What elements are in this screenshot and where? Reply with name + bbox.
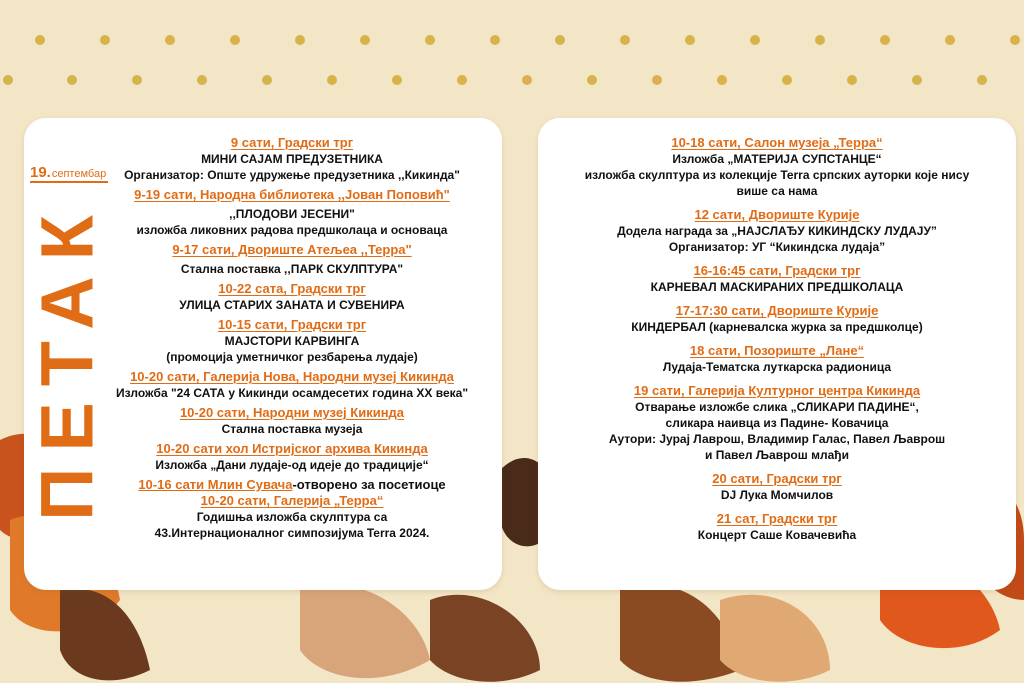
event-heading: 12 сати, Двориште Курије	[694, 207, 860, 222]
event-item	[106, 317, 478, 365]
event-heading: 20 сати, Градски трг	[712, 471, 842, 486]
event-item	[106, 281, 478, 313]
event-heading: 10-20 сати, Галерија Нова, Народни музеј Кикинда	[130, 369, 454, 384]
event-heading: 18 сати, Позориште „Лане“	[689, 343, 865, 358]
event-heading: 10-15 сати, Градски трг	[217, 317, 367, 332]
event-line: Организатор: Опште удружење предузетника ,,Кикинда"	[124, 168, 460, 182]
event-line: ,,ПЛОДОВИ ЈЕСЕНИ"	[229, 207, 355, 221]
event-item	[552, 343, 1002, 375]
event-line: Аутори: Јурај Лаврош, Владимир Галас, Павел Љаврош	[608, 432, 946, 446]
event-item	[106, 477, 478, 493]
event-heading: 9-19 сати, Народна библиотека ,,Јован Поповић"	[134, 187, 450, 202]
event-line: DJ Лука Момчилов	[720, 488, 834, 502]
event-item	[106, 405, 478, 437]
event-line: КАРНЕВАЛ МАСКИРАНИХ ПРЕДШКОЛАЦА	[650, 280, 904, 294]
day-name-vertical: ПЕТАК	[25, 199, 109, 521]
event-item	[106, 187, 478, 238]
event-heading: 9 сати, Градски трг	[230, 135, 354, 150]
event-heading: 10-22 сата, Градски трг	[218, 281, 366, 296]
event-heading: 19 сати, Галерија Културног центра Кикинда	[633, 383, 921, 398]
date-month: септембар	[51, 168, 107, 180]
left-events-column	[106, 135, 478, 545]
event-line: Додела награда за „НАЈСЛАЂУ КИКИНДСКУ ЛУДАЈУ”	[617, 224, 937, 238]
event-line: Отварање изложбе слика „СЛИКАРИ ПАДИНЕ“,	[635, 400, 919, 414]
event-heading: 10-20 сати, Народни музеј Кикинда	[179, 405, 405, 420]
event-item	[106, 493, 478, 541]
event-line: КИНДЕРБАЛ (карневалска журка за предшколце)	[631, 320, 923, 334]
event-line: Лудаја-Тематска луткарска радионица	[662, 360, 892, 374]
event-heading: 21 сат, Градски трг	[716, 511, 838, 526]
event-heading-suffix: -отворено за посетиоце	[292, 477, 446, 492]
event-heading: 16-16:45 сати, Градски трг	[693, 263, 861, 278]
event-item	[552, 383, 1002, 463]
event-item	[552, 263, 1002, 295]
event-line: и Павел Љаврош млађи	[705, 448, 849, 462]
event-item	[552, 135, 1002, 199]
event-line: (промоција уметничког резбарења лудаје)	[166, 350, 418, 364]
event-item	[106, 441, 478, 473]
event-heading: 10-20 сати, Галерија „Терра“	[200, 493, 384, 508]
event-heading: 10-20 сати хол Истријског архива Кикинда	[156, 441, 428, 456]
event-line: Изложба „МАТЕРИЈА СУПСТАНЦЕ“	[672, 152, 882, 166]
right-events-column	[552, 135, 1002, 547]
event-line: изложба скулптура из колекције Terra српских ауторки које нису	[584, 168, 970, 182]
event-heading: 10-18 сати, Салон музеја „Терра“	[671, 135, 883, 150]
event-heading: 10-16 сати Млин Сувача	[138, 477, 293, 492]
event-line: Годишња изложба скулптура са	[196, 510, 388, 524]
event-line: Концерт Саше Ковачевића	[697, 528, 857, 542]
event-item	[552, 207, 1002, 255]
event-line: Изложба "24 САТА у Кикинди осамдесетих година XX века"	[115, 386, 469, 400]
event-item	[552, 511, 1002, 543]
event-line: 43.Интернационалног симпозијума Terra 2024.	[154, 526, 430, 540]
event-line: Организатор: УГ “Кикиндска лудаја”	[668, 240, 886, 254]
event-item	[106, 369, 478, 401]
event-line: Стална поставка ,,ПАРК СКУЛПТУРА"	[180, 262, 404, 276]
event-heading: 9-17 сати, Двориште Атељеа ,,Терра"	[172, 242, 412, 257]
event-item	[106, 242, 478, 277]
event-line: Стална поставка музеја	[221, 422, 363, 436]
event-item	[106, 135, 478, 183]
event-date	[30, 164, 106, 181]
event-line: више са нама	[736, 184, 818, 198]
event-item	[552, 303, 1002, 335]
event-item	[552, 471, 1002, 503]
date-underline	[30, 181, 108, 183]
event-line: сликара наивца из Падине- Ковачица	[665, 416, 889, 430]
event-line: УЛИЦА СТАРИХ ЗАНАТА И СУВЕНИРА	[179, 298, 405, 312]
date-day: 19.	[30, 164, 51, 181]
event-line: Изложба „Дани лудаје-од идеје до традиције“	[155, 458, 429, 472]
event-heading: 17-17:30 сати, Двориште Курије	[675, 303, 879, 318]
event-line: МАЈСТОРИ КАРВИНГА	[224, 334, 360, 348]
event-line: МИНИ САЈАМ ПРЕДУЗЕТНИКА	[201, 152, 383, 166]
event-heading-combined	[106, 477, 478, 493]
event-line: изложба ликовних радова предшколаца и основаца	[136, 223, 448, 237]
